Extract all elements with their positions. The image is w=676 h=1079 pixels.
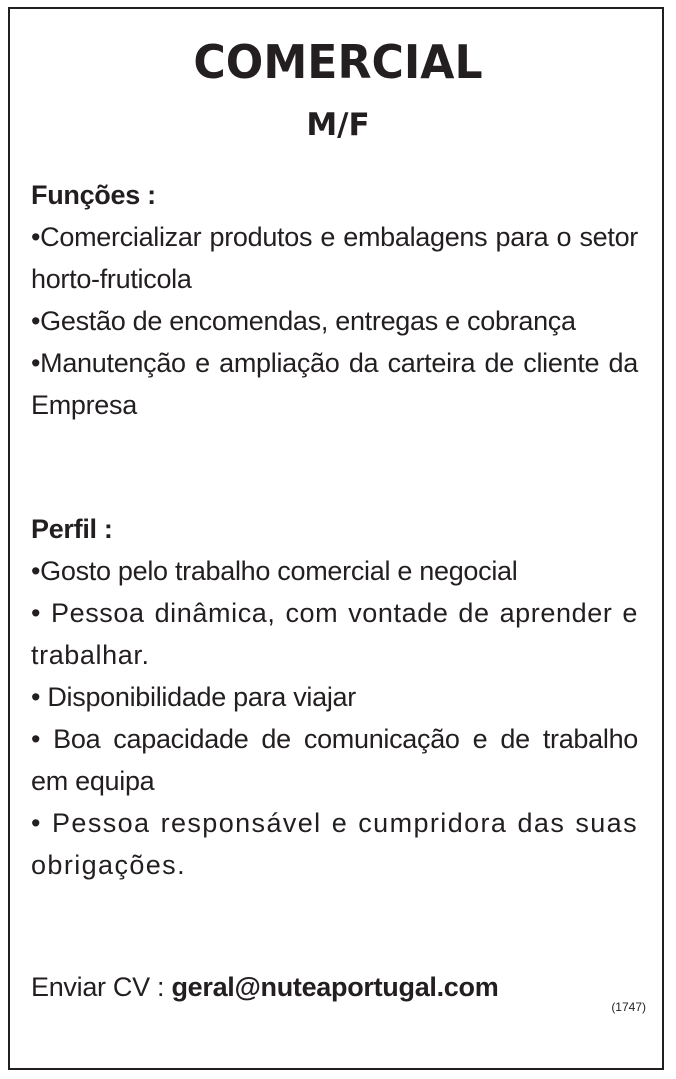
section-perfil bbox=[31, 508, 638, 886]
job-title: COMERCIAL bbox=[193, 35, 483, 89]
perfil-item: • Boa capacidade de comunicação e de trabalho em equipa bbox=[31, 724, 638, 796]
section-funcoes bbox=[31, 174, 638, 426]
contact-label: Enviar CV : bbox=[31, 972, 172, 1002]
job-gender-tag: M/F bbox=[306, 107, 370, 143]
section-heading-funcoes: Funções : bbox=[31, 180, 156, 210]
ad-reference-number: (1747) bbox=[611, 1000, 646, 1014]
funcoes-item: •Gestão de encomendas, entregas e cobrança bbox=[31, 306, 576, 336]
perfil-item: •Gosto pelo trabalho comercial e negocial bbox=[31, 556, 518, 586]
section-heading-perfil: Perfil : bbox=[31, 514, 113, 544]
contact-email-link[interactable]: geral@nuteaportugal.com bbox=[171, 972, 499, 1002]
funcoes-item: •Manutenção e ampliação da carteira de cliente da Empresa bbox=[31, 348, 638, 420]
perfil-item: • Pessoa responsável e cumpridora das suas obrigações. bbox=[31, 808, 638, 880]
funcoes-item: •Comercializar produtos e embalagens para o setor horto-fruticola bbox=[31, 222, 638, 294]
contact-line bbox=[31, 966, 498, 1008]
perfil-item: • Disponibilidade para viajar bbox=[31, 682, 356, 712]
perfil-item: • Pessoa dinâmica, com vontade de aprender e trabalhar. bbox=[31, 598, 638, 670]
